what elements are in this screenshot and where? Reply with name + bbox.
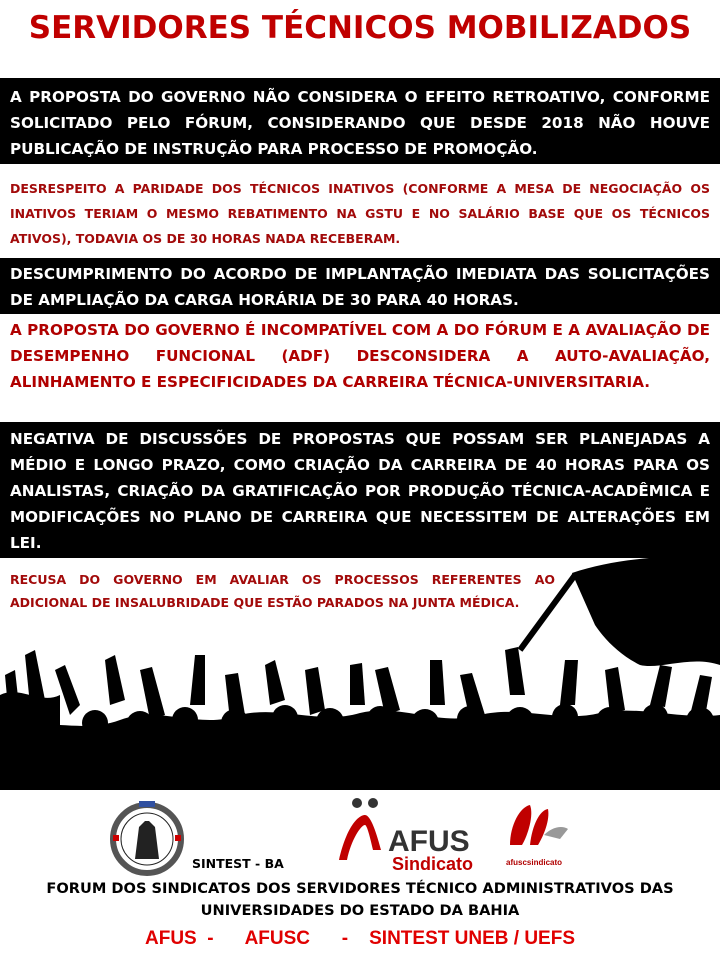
demand-block-6: RECUSA DO GOVERNO EM AVALIAR OS PROCESSOS REFERENTES AO ADICIONAL DE INSALUBRIDADE QUE ESTÃO PARADOS NA JUNTA MÉDICA. — [10, 572, 555, 610]
sintest-logo — [105, 797, 190, 877]
forum-line-1: FORUM DOS SINDICATOS DOS SERVIDORES TÉCNICO ADMINISTRATIVOS DAS — [46, 880, 674, 897]
demand-block-4: A PROPOSTA DO GOVERNO É INCOMPATÍVEL COM A DO FÓRUM E A AVALIAÇÃO DE DESEMPENHO FUNCIONAL (ADF) DESCONSIDERA A AUTO-AVALIAÇÃO, ALINHAMENTO E ESPECIFICIDADES DA CARREIRA TÉCNICA-UNIVERSITARIA. — [0, 317, 720, 395]
forum-heading — [0, 878, 720, 922]
demand-block-5: NEGATIVA DE DISCUSSÕES DE PROPOSTAS QUE POSSAM SER PLANEJADAS A MÉDIO E LONGO PRAZO, COMO CRIAÇÃO DA CARREIRA DE 40 HORAS PARA OS ANALISTAS, CRIAÇÃO DA GRATIFICAÇÃO POR PRODUÇÃO TÉCNICA-ACADÊMICA E MODIFICAÇÕES NO PLANO DE CARREIRA QUE NECESSITEM DE ALTERAÇÕES EM LEI. — [0, 422, 720, 558]
afus-logo-mark — [337, 795, 392, 865]
sintest-name: SINTEST - BA — [192, 856, 284, 871]
page-title: SERVIDORES TÉCNICOS MOBILIZADOS — [28, 10, 692, 46]
forum-line-2: UNIVERSIDADES DO ESTADO DA BAHIA — [200, 902, 520, 919]
demand-block-2: DESRESPEITO A PARIDADE DOS TÉCNICOS INATIVOS (CONFORME A MESA DE NEGOCIAÇÃO OS INATIVOS TERIAM O MESMO REBATIMENTO NA GSTU E NO SALÁRIO BASE QUE OS TÉCNICOS ATIVOS), TODAVIA OS DE 30 HORAS NADA RECEBERAM. — [0, 170, 720, 252]
demand-block-1: A PROPOSTA DO GOVERNO NÃO CONSIDERA O EFEITO RETROATIVO, CONFORME SOLICITADO PELO FÓRUM, CONSIDERANDO QUE DESDE 2018 NÃO HOUVE PUBLICAÇÃO DE INSTRUÇÃO PARA PROCESSO DE PROMOÇÃO. — [0, 78, 720, 164]
afus-logo-subtitle: Sindicato — [392, 854, 474, 874]
afusc-logo — [500, 795, 570, 857]
afusc-logo-text: afuscsindicato — [506, 858, 563, 867]
footer-unions: AFUS - AFUSC - SINTEST UNEB / UEFS — [145, 928, 575, 949]
demand-block-3: DESCUMPRIMENTO DO ACORDO DE IMPLANTAÇÃO IMEDIATA DAS SOLICITAÇÕES DE AMPLIAÇÃO DA CARGA HORÁRIA DE 30 PARA 40 HORAS. — [0, 258, 720, 314]
afus-logo-text: AFUS — [388, 825, 470, 858]
